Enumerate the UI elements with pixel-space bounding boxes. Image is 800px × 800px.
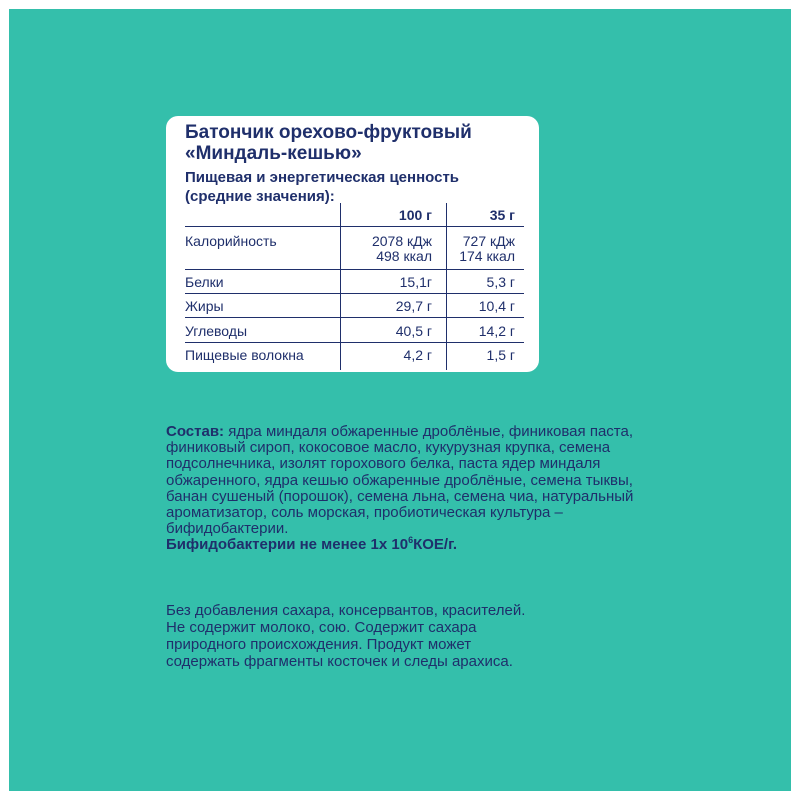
calories-35g-kcal: 174 ккал <box>459 248 515 264</box>
bifido-text: Бифидобактерии не менее 1х 10 <box>166 536 409 554</box>
table-rule-fat <box>185 317 524 318</box>
protein-100g: 15,1г <box>399 274 432 290</box>
notes-line3: природного происхождения. Продукт может <box>166 636 472 653</box>
product-title-line2: «Миндаль-кешью» <box>185 143 362 164</box>
nutrition-subtitle <box>185 168 535 206</box>
nutrition-card <box>166 116 539 372</box>
calories-100g-kj: 2078 кДж <box>371 233 432 249</box>
table-rule-protein <box>185 293 524 294</box>
notes-line1: Без добавления сахара, консервантов, красителей. <box>166 602 526 619</box>
calories-100g-kcal: 498 ккал <box>376 248 432 264</box>
row-label-protein: Белки <box>185 274 224 290</box>
product-title-line1: Батончик орехово-фруктовый <box>185 122 472 143</box>
fat-35g: 10,4 г <box>478 298 515 314</box>
composition-label: Состав: <box>166 423 225 440</box>
carbs-100g: 40,5 г <box>395 323 432 339</box>
bifido-claim <box>166 537 646 553</box>
composition-text: ядра миндаля обжаренные дроблёные, финиковая паста, финиковый сироп, кокосовое масло, кукурузная крупка, семена подсолнечника, изолят горохового белка, паста ядер миндаля обжаренного, ядра кешью обжаренные дроблёные, семена тыквы, банан сушеный (порошок), семена льна, семена чиа, натуральный ароматизатор, соль морская, пробиотическая культура – бифидобактерии. <box>166 423 634 538</box>
table-rule-header <box>185 226 524 227</box>
row-label-fat: Жиры <box>185 298 224 314</box>
table-rule-calories <box>185 269 524 270</box>
product-notes <box>166 602 646 670</box>
calories-35g-kj: 727 кДж <box>462 233 515 249</box>
table-rule-carbs <box>185 342 524 343</box>
nutrition-subtitle-line2: (средние значения): <box>185 188 335 205</box>
product-title <box>185 122 535 164</box>
package-panel <box>9 9 791 791</box>
notes-line4: содержать фрагменты косточек и следы арахиса. <box>166 653 513 670</box>
nutrition-subtitle-line1: Пищевая и энергетическая ценность <box>185 169 460 186</box>
composition-block <box>166 424 646 554</box>
column-header-100g: 100 г <box>398 207 432 223</box>
row-label-calories: Калорийность <box>185 233 277 249</box>
carbs-35g: 14,2 г <box>478 323 515 339</box>
row-label-carbs: Углеводы <box>185 323 248 339</box>
fiber-100g: 4,2 г <box>403 347 432 363</box>
fiber-35g: 1,5 г <box>486 347 515 363</box>
protein-35g: 5,3 г <box>486 274 515 290</box>
bifido-unit: КОЕ/г. <box>413 536 458 554</box>
row-label-fiber: Пищевые волокна <box>185 347 304 363</box>
fat-100g: 29,7 г <box>395 298 432 314</box>
column-header-35g: 35 г <box>489 207 515 223</box>
notes-line2: Не содержит молоко, сою. Содержит сахара <box>166 619 477 636</box>
bifido-exponent: 6 <box>408 535 414 546</box>
